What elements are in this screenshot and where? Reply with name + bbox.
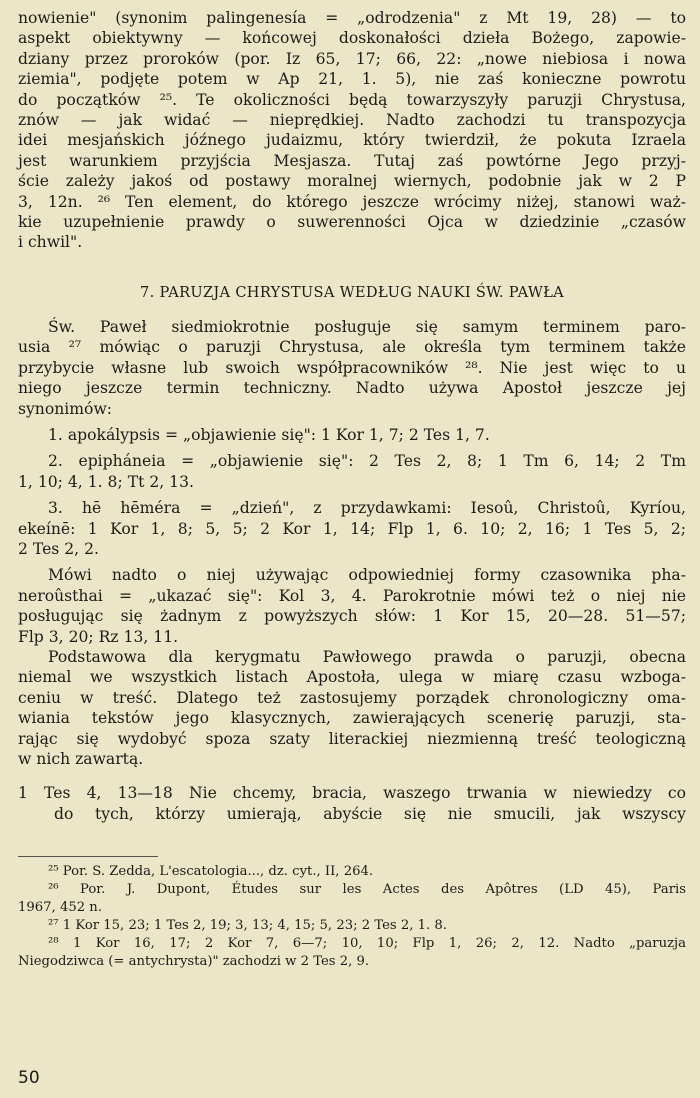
text-line: wiania tekstów jego klasycznych, zawierających scenerię paruzji, sta- — [18, 709, 686, 728]
list-item-3 — [18, 498, 686, 559]
text-line: 3. hē hēméra = „dzień", z przydawkami: Iesoû, Christoû, Kyríou, — [48, 499, 686, 518]
text-line: przybycie własne lub swoich współpracowników ²⁸. Nie jest więc to u — [18, 358, 686, 377]
text-line: i chwil". — [18, 233, 83, 252]
footnote-26: ²⁶ Por. J. Dupont, Études sur les Actes des Apôtres (LD 45), Paris — [48, 882, 686, 898]
text-line: rając się wydobyć spoza szaty literackiej niezmienną treść teologiczną — [18, 729, 686, 748]
text-line: do tych, którzy umierają, abyście się nie smucili, jak wszyscy — [54, 804, 686, 823]
text-line: 2 Tes 2, 2. — [18, 539, 99, 558]
list-item-1: 1. apokálypsis = „objawienie się": 1 Kor 1, 7; 2 Tes 1, 7. — [48, 425, 490, 444]
text-line: Podstawowa dla kerygmatu Pawłowego prawda o paruzji, obecna — [48, 647, 686, 666]
text-line: Flp 3, 20; Rz 13, 11. — [18, 627, 179, 646]
text-line: w nich zawartą. — [18, 750, 144, 768]
text-line: kie uzupełnienie prawdy o suwerenności Ojca w dziedzinie „czasów — [18, 213, 686, 232]
text-line: dziany przez proroków (por. Iz 65, 17; 66, 22: „nowe niebiosa i nowa — [18, 49, 686, 68]
paragraph-1 — [18, 317, 686, 419]
text-line: niemal we wszystkich listach Apostoła, ulega w miarę czasu wzboga- — [18, 668, 686, 687]
text-line: neroûsthai = „ukazać się": Kol 3, 4. Parokrotnie mówi też o niej nie — [18, 586, 686, 605]
text-line: Św. Paweł siedmiokrotnie posługuje się samym terminem paro- — [48, 317, 686, 336]
text-line: ście zależy jakoś od postawy moralnej wiernych, podobnie jak w 2 P — [18, 172, 686, 191]
footnote-28-cont: Niegodziwca (= antychrysta)" zachodzi w 2 Tes 2, 9. — [18, 954, 370, 970]
text-line: 2. epipháneia = „objawienie się": 2 Tes 2, 8; 1 Tm 6, 14; 2 Tm — [48, 452, 686, 471]
page-body — [18, 8, 686, 971]
paragraph-3 — [18, 647, 686, 769]
text-line: jest warunkiem przyjścia Mesjasza. Tutaj zaś powtórne Jego przyj- — [18, 151, 686, 170]
scripture-quote — [18, 783, 686, 824]
text-line: ceniu w treść. Dlatego też zastosujemy porządek chronologiczny oma- — [18, 688, 686, 707]
page-number: 50 — [18, 1068, 40, 1088]
footnotes — [18, 863, 686, 971]
text-line: 1 Tes 4, 13—18 Nie chcemy, bracia, waszego trwania w niewiedzy co — [18, 784, 686, 803]
text-line: ziemia", podjęte potem w Ap 21, 1. 5), nie zaś konieczne powrotu — [18, 70, 686, 89]
footnote-25: ²⁵ Por. S. Zedda, L'escatologia..., dz. cyt., II, 264. — [48, 864, 374, 880]
top-paragraph — [18, 8, 686, 253]
text-line: do początków ²⁵. Te okoliczności będą towarzyszyły paruzji Chrystusa, — [18, 90, 686, 109]
text-line: idei mesjańskich jóźnego judaizmu, który twierdził, że pokuta Izraela — [18, 131, 686, 150]
footnote-26-cont: 1967, 452 n. — [18, 900, 102, 916]
footnote-28: ²⁸ 1 Kor 16, 17; 2 Kor 7, 6—7; 10, 10; Flp 1, 26; 2, 12. Nadto „paruzja — [48, 936, 686, 952]
text-line: 1, 10; 4, 1. 8; Tt 2, 13. — [18, 472, 194, 491]
text-line: posługując się żadnym z powyższych słów: 1 Kor 15, 20—28. 51—57; — [18, 607, 686, 626]
section-heading: 7. PARUZJA CHRYSTUSA WEDŁUG NAUKI ŚW. PAWŁA — [139, 283, 565, 301]
footnote-27: ²⁷ 1 Kor 15, 23; 1 Tes 2, 19; 3, 13; 4, 15; 5, 23; 2 Tes 2, 1. 8. — [48, 918, 447, 934]
text-line: znów — jak widać — nieprędkiej. Nadto zachodzi tu transpozycja — [18, 111, 686, 130]
paragraph-2 — [18, 565, 686, 647]
text-line: ekeínē: 1 Kor 1, 8; 5, 5; 2 Kor 1, 14; Flp 1, 6. 10; 2, 16; 1 Tes 5, 2; — [18, 519, 686, 538]
footnote-rule — [18, 856, 158, 857]
text-line: synonimów: — [18, 399, 113, 418]
list-item-2 — [18, 451, 686, 492]
text-line: 3, 12n. ²⁶ Ten element, do którego jeszcze wrócimy niżej, stanowi waż- — [18, 192, 686, 211]
text-line: usia ²⁷ mówiąc o paruzji Chrystusa, ale określa tym terminem także — [18, 338, 686, 357]
text-line: nowienie" (synonim palingenesía = „odrodzenia" z Mt 19, 28) — to — [18, 9, 686, 27]
text-line: aspekt obiektywny — końcowej doskonałości dzieła Bożego, zapowie- — [18, 29, 686, 48]
text-line: niego jeszcze termin techniczny. Nadto używa Apostoł jeszcze jej — [18, 379, 686, 398]
text-line: Mówi nadto o niej używając odpowiedniej formy czasownika pha- — [48, 566, 686, 585]
